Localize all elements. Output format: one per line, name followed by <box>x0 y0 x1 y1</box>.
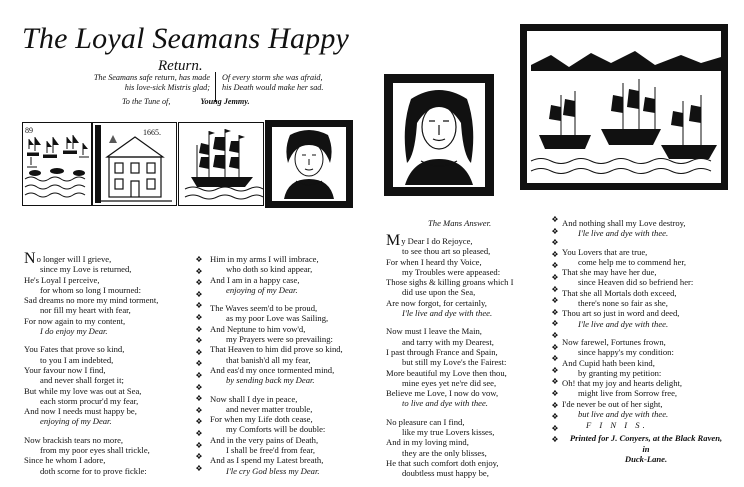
stanza: No pleasure can I find, like my true Lovers kisses, And in my loving mind, they are the only blisses, He that such comfort doth enjoy, doubtless must happy be, <box>386 416 499 479</box>
fleuron-ornament: ❖ <box>551 435 559 445</box>
stanza: And nothing shall my Love destroy, I'le live and dye with thee. <box>562 218 686 239</box>
fleuron-border-1 <box>194 254 204 474</box>
fleuron-ornament: ❖ <box>551 388 559 398</box>
fleuron-ornament: ❖ <box>195 278 203 288</box>
intro-left: The Seamans safe return, has made his love-sick Mistris glad; <box>93 73 210 92</box>
fleuron-ornament: ❖ <box>195 359 203 369</box>
fleuron-ornament: ❖ <box>195 266 203 276</box>
stanza: You Fates that prove so kind, to you I am indebted, Your favour now I find, and never shall forget it; But while my love was out at Sea, each storm procur'd my fear, And now I needs must happy be, enjoying of my Dear. <box>24 344 142 427</box>
fleuron-ornament: ❖ <box>195 428 203 438</box>
woodcut-sea-battle <box>520 24 728 190</box>
verse-column-1 <box>24 250 192 484</box>
fleuron-ornament: ❖ <box>195 394 203 404</box>
fleuron-ornament: ❖ <box>195 336 203 346</box>
fleuron-ornament: ❖ <box>551 400 559 410</box>
stanza: Now brackish tears no more, from my poor eyes shall trickle, Since he whom I adore, doth scorne for to prove fickle: <box>24 434 150 476</box>
fleuron-ornament: ❖ <box>195 370 203 380</box>
fleuron-ornament: ❖ <box>195 405 203 415</box>
fleuron-ornament: ❖ <box>195 452 203 462</box>
stanza: Now shall I dye in peace, and never matter trouble, For when my Life doth cease, my Comforts will be double: And in the very pains of Death, I shall be free'd from fear, And as I spend my Latest breath, I'le cry God bless my Dear. <box>210 393 326 476</box>
printer-imprint: Printed for J. Conyers, at the Black Raven, in Duck-Lane. <box>569 433 723 464</box>
intro-right: Of every storm she was afraid, his Death would make her sad. <box>222 73 324 92</box>
stanza: My Dear I do Rejoyce, to see thou art so pleased, For when I heard thy Voice, my Troubles were appeased: Those sighs & killing groans which I did use upon the Sea, Are now forgot, for certainly, I'le live and dye with thee. <box>386 232 514 319</box>
fleuron-ornament: ❖ <box>551 307 559 317</box>
verse-column-4 <box>562 218 730 427</box>
fleuron-ornament: ❖ <box>551 342 559 352</box>
fleuron-ornament: ❖ <box>551 272 559 282</box>
fleuron-ornament: ❖ <box>551 238 559 248</box>
fleuron-ornament: ❖ <box>551 215 559 224</box>
fleuron-ornament: ❖ <box>551 226 559 236</box>
woodcut-house <box>92 122 177 206</box>
fleuron-ornament: ❖ <box>551 284 559 294</box>
fleuron-border-2 <box>550 214 560 446</box>
fleuron-ornament: ❖ <box>195 312 203 322</box>
fleuron-ornament: ❖ <box>195 301 203 311</box>
stanza: No longer will I grieve, since my Love is returned, He's Loyal I perceive, for whom so long I mourned: Sad dreams no more my mind torment, nor fill my heart with fear, For now again to my content, I do enjoy my Dear. <box>24 250 159 337</box>
woodcut-ship <box>178 122 264 206</box>
fleuron-ornament: ❖ <box>551 365 559 375</box>
tune-line: To the Tune of, Young Jemmy. <box>122 97 250 106</box>
stanza: The Waves seem'd to be proud, as my poor Love was Sailing, And Neptune to him vow'd, my Prayers were so prevailing: That Heaven to him did prove so kind, that banish'd all my fear, And eas'd my once tormented mind, by sending back my Dear. <box>210 303 343 386</box>
woodcut-number: 89 <box>25 126 33 135</box>
fleuron-ornament: ❖ <box>551 377 559 387</box>
woodcut-date: 1665. <box>143 128 161 137</box>
fleuron-ornament: ❖ <box>551 319 559 329</box>
fleuron-ornament: ❖ <box>195 382 203 392</box>
fleuron-ornament: ❖ <box>195 289 203 299</box>
answer-heading: The Mans Answer. <box>428 218 492 228</box>
fleuron-ornament: ❖ <box>551 330 559 340</box>
fleuron-ornament: ❖ <box>195 324 203 334</box>
verse-column-2 <box>210 254 378 484</box>
stanza: Now farewel, Fortunes frown, since happy's my condition: And Cupid hath been kind, by granting my petition: Oh! that my joy and hearts delight, might live from Sorrow free, I'de never be out of her sight, but live and dye with thee. <box>562 336 683 420</box>
fleuron-ornament: ❖ <box>551 354 559 364</box>
fleuron-ornament: ❖ <box>551 249 559 259</box>
fleuron-ornament: ❖ <box>195 440 203 450</box>
woodcut-fleet <box>22 122 92 206</box>
finis-mark: F I N I S. <box>586 420 648 430</box>
fleuron-ornament: ❖ <box>195 463 203 473</box>
woodcut-man-portrait <box>384 74 494 196</box>
fleuron-ornament: ❖ <box>195 417 203 427</box>
fleuron-ornament: ❖ <box>195 255 203 264</box>
fleuron-ornament: ❖ <box>551 423 559 433</box>
stanza: Him in my arms I will imbrace, who doth so kind appear, And I am in a happy case, enjoying of my Dear. <box>210 254 319 295</box>
fleuron-ornament: ❖ <box>195 347 203 357</box>
woodcut-woman-portrait <box>265 120 353 208</box>
stanza: You Lovers that are true, come help me to commend her, That she may have her due, since Heaven did so befriend her: That she all Mortals doth exceed, there's none so fair as she, Thou art so just in word and deed, I'le live and dye with thee. <box>562 246 694 329</box>
fleuron-ornament: ❖ <box>551 412 559 422</box>
verse-column-3 <box>386 232 548 487</box>
fleuron-ornament: ❖ <box>551 261 559 271</box>
fleuron-ornament: ❖ <box>551 296 559 306</box>
ballad-title: The Loyal Seamans Happy <box>22 22 350 55</box>
stanza: Now must I leave the Main, and tarry with my Dearest, I past through France and Spain, but still my Love's the Fairest: More beautiful my Love then thou, mine eyes yet ne're did see, Believe me Love, I now do vow, to live and dye with thee. <box>386 326 507 409</box>
ballad-subtitle: Return. <box>158 58 203 74</box>
